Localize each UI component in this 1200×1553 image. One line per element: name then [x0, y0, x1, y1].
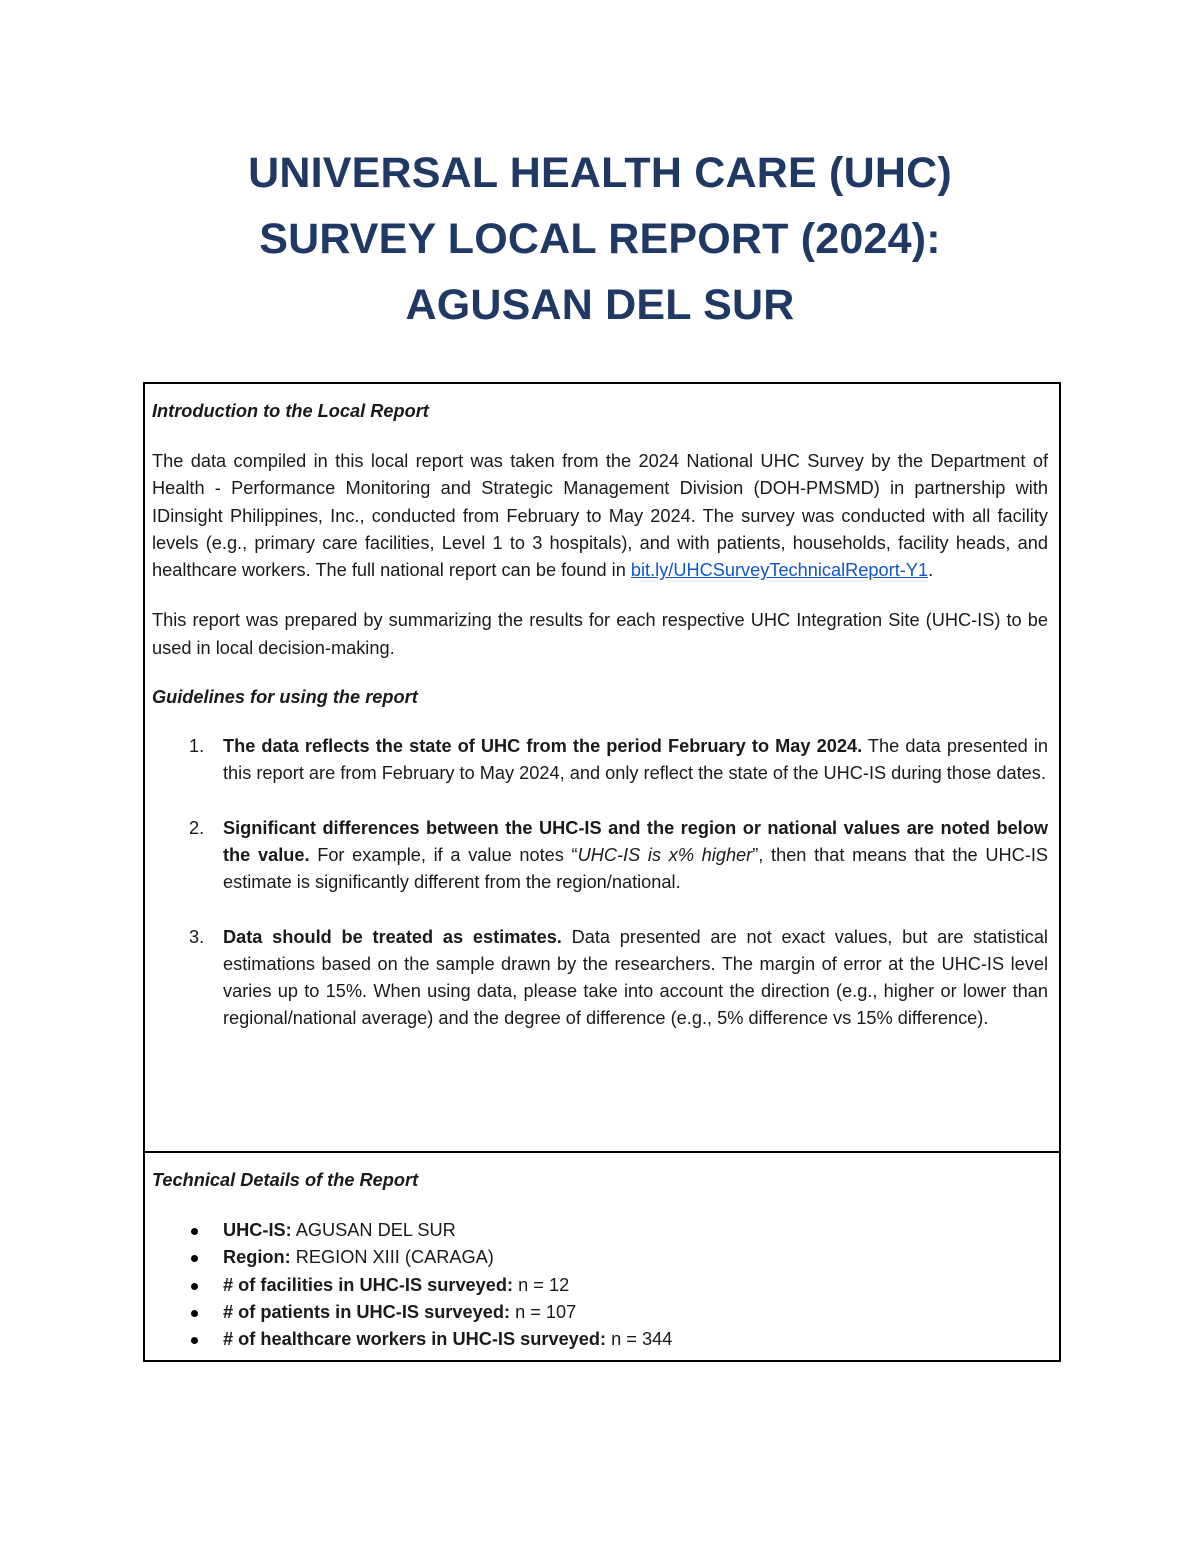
intro-paragraph-1-text: The data compiled in this local report was taken from the 2024 National UHC Survey by the Department of Health - Performance Monitoring and Strategic Management Division (DOH-PMSMD) in partnership with IDinsight Philippines, Inc., conducted from February to May 2024. The survey was conducted with all facility levels (e.g., primary care facilities, Level 1 to 3 hospitals), and with patients, households, facility heads, and healthcare workers. The full national report can be found in	[152, 451, 1048, 581]
bullet-icon	[191, 1283, 198, 1290]
title-line-3: AGUSAN DEL SUR	[405, 281, 795, 329]
guideline-text: Data presented are not exact values, but are statistical estimations based on the sample drawn by the researchers. The margin of error at the UHC-IS level varies up to 15%. When using data, please take into account the direction (e.g., higher or lower than regional/national average) and the degree of difference (e.g., 5% difference vs 15% difference).	[223, 926, 1048, 1029]
technical-item	[152, 1272, 1048, 1299]
guideline-italic-text: UHC-IS is x% higher	[577, 844, 753, 865]
technical-value: AGUSAN DEL SUR	[291, 1220, 456, 1240]
guideline-number: 3.	[189, 926, 205, 947]
intro-heading: Introduction to the Local Report	[152, 401, 429, 421]
guidelines-list	[152, 733, 1048, 1033]
technical-value: n = 107	[510, 1301, 577, 1322]
bullet-icon	[191, 1310, 198, 1317]
technical-value: n = 12	[513, 1274, 570, 1295]
guideline-text: The data presented in this report are from February to May 2024, and only reflect the state of the UHC-IS during those dates.	[223, 736, 1048, 784]
technical-details-list	[152, 1217, 1048, 1353]
technical-label: # of healthcare workers in UHC-IS surveyed:	[223, 1329, 607, 1350]
technical-details-box	[143, 1151, 1061, 1362]
technical-heading: Technical Details of the Report	[152, 1170, 419, 1190]
guideline-text: ”, then that means that the UHC-IS estimate is significantly different from the region/national.	[223, 844, 1048, 893]
title-line-2: SURVEY LOCAL REPORT (2024):	[259, 215, 941, 263]
technical-item	[152, 1217, 1048, 1244]
intro-paragraph-1-end: .	[928, 560, 934, 581]
technical-label: UHC-IS:	[223, 1220, 292, 1240]
technical-value: REGION XIII (CARAGA)	[290, 1247, 494, 1268]
technical-value: n = 344	[606, 1329, 673, 1350]
technical-item	[152, 1299, 1048, 1326]
guideline-number: 1.	[189, 736, 205, 757]
bullet-icon	[191, 1337, 198, 1344]
bullet-icon	[191, 1255, 198, 1262]
guideline-bold-text: The data reflects the state of UHC from the period February to May 2024.	[223, 736, 863, 757]
bullet-icon	[191, 1228, 198, 1235]
technical-item	[152, 1244, 1048, 1271]
page-title	[100, 140, 1100, 338]
title-line-1: UNIVERSAL HEALTH CARE (UHC)	[248, 149, 952, 197]
guidelines-heading: Guidelines for using the report	[152, 687, 418, 708]
guideline-text: For example, if a value notes “	[309, 844, 578, 865]
guideline-number: 2.	[189, 817, 205, 838]
technical-label: # of facilities in UHC-IS surveyed:	[223, 1274, 514, 1295]
intro-paragraph-2: This report was prepared by summarizing the results for each respective UHC Integration Site (UHC-IS) to be used in local decision-making.	[152, 610, 1048, 658]
guideline-item	[152, 815, 1048, 897]
technical-label: Region:	[223, 1247, 291, 1268]
guideline-item	[152, 924, 1048, 1033]
guideline-bold-text: Significant differences between the UHC-IS and the region or national values are noted below the value.	[223, 817, 1048, 865]
intro-paragraph-1	[152, 448, 1048, 584]
technical-item	[152, 1326, 1048, 1353]
technical-label: # of patients in UHC-IS surveyed:	[223, 1301, 511, 1322]
guideline-bold-text: Data should be treated as estimates.	[223, 926, 562, 947]
technical-report-link[interactable]: bit.ly/UHCSurveyTechnicalReport-Y1	[630, 560, 929, 581]
introduction-box	[143, 382, 1061, 1153]
guideline-item	[152, 733, 1048, 788]
